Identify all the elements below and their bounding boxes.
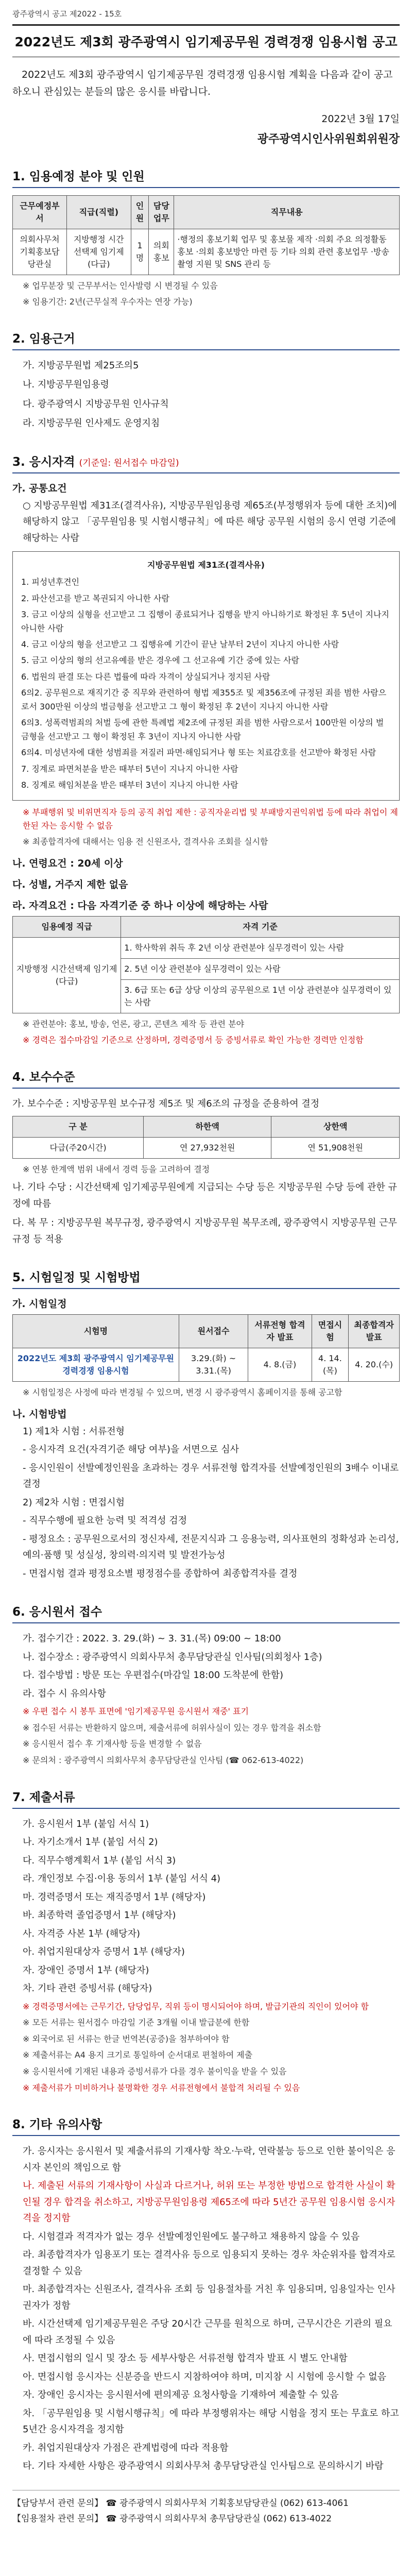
section-3-title (12, 452, 400, 473)
table-header: 면접시험 (312, 1315, 349, 1348)
list-item: 라. 최종합격자가 임용포기 또는 결격사유 등으로 임용되지 못하는 경우 차순위자를 합격자로 결정할 수 있음 (23, 2249, 396, 2277)
table-header: 하한액 (144, 1116, 271, 1138)
list-item: 나. 지방공무원임용령 (23, 379, 109, 391)
table-cell: 연 27,932천원 (144, 1138, 271, 1159)
table-header: 시험명 (13, 1315, 179, 1348)
document-number: 광주광역시 공고 제2022 - 15호 (12, 9, 122, 19)
list-item: 자. 장애인 응시자는 응시원서에 편의제공 요청사항을 기재하여 제출할 수 있음 (23, 2389, 339, 2401)
list-item: 마. 최종합격자는 신원조사, 결격사유 조회 등 임용절차를 거친 후 임용되며, 임용일자는 인사권자가 정함 (23, 2284, 396, 2311)
position-table (12, 195, 400, 275)
organization-name: 광주광역시인사위원회위원장 (257, 132, 400, 146)
table-cell: 3. 6급 또는 6급 상당 이상의 공무원으로 1년 이상 관련분야 실무경력이 있는 사람 (121, 979, 400, 1013)
list-item: 가. 응시원서 1부 (붙임 서식 1) (23, 1818, 149, 1829)
box-item: 6의3. 성폭력범죄의 처벌 등에 관한 특례법 제2조에 규정된 죄를 범한 사람으로서 100만원 이상의 벌금형을 선고받고 그 형이 확정된 후 3년이 지나지 아니한 사람 (21, 718, 384, 742)
section-1-title: 1. 임용예정 분야 및 인원 (12, 167, 400, 188)
table-header: 원서접수 (179, 1315, 248, 1348)
qualification-table (12, 916, 400, 1013)
box-item: 3. 금고 이상의 실형을 선고받고 그 집행이 종료되거나 집행을 받지 아니하기로 확정된 후 5년이 지나지 아니한 사람 (21, 609, 389, 633)
box-item: 2. 파산선고를 받고 복권되지 아니한 사람 (21, 593, 169, 603)
list-item: 사. 자격증 사본 1부 (해당자) (23, 1928, 140, 1939)
table-cell: 의회 홍보 (149, 229, 174, 275)
box-title: 지방공무원법 제31조(결격사유) (147, 560, 265, 570)
note: ※ 임용기간: 2년(근무실적 우수자는 연장 가능) (23, 297, 193, 307)
table-header: 상한액 (271, 1116, 400, 1138)
list-item: 2) 제2차 시험 : 면접시험 (23, 1497, 125, 1508)
list-item: 사. 면접시험의 일시 및 장소 등 세부사항은 서류전형 합격자 발표 시 별도 안내함 (23, 2353, 348, 2364)
list-item: 다. 광주광역시 지방공무원 인사규칙 (23, 398, 169, 410)
paragraph: ○ 지방공무원법 제31조(결격사유), 지방공무원임용령 제65조(부정행위자 등에 대한 조치)에 해당하지 않고 「공무원임용 및 시험시행규칙」에 따른 해당 공무원 시험의 응시 연령 기준에 해당하는 사람 (23, 500, 397, 544)
table-cell: 3.29.(화) ~ 3.31.(목) (179, 1348, 248, 1382)
list-item: - 응시자격 요건(자격기준 해당 여부)을 서면으로 심사 (23, 1444, 239, 1455)
table-header: 직무내용 (174, 195, 400, 229)
list-item: 자. 장애인 증명서 1부 (해당자) (23, 1964, 149, 1976)
table-cell: 1명 (131, 229, 149, 275)
table-cell: 연 51,908천원 (271, 1138, 400, 1159)
list-item: 라. 개인정보 수집·이용 동의서 1부 (붙임 서식 4) (23, 1873, 221, 1885)
table-header: 자격 기준 (121, 916, 400, 937)
section-7-title: 7. 제출서류 (12, 1788, 400, 1809)
table-header: 서류전형 합격자 발표 (248, 1315, 312, 1348)
note: ※ 응시원서 접수 후 기재사항 등을 변경할 수 없음 (23, 1739, 202, 1749)
subheading: 가. 시험일정 (12, 1298, 67, 1310)
list-item: 아. 취업지원대상자 증명서 1부 (해당자) (23, 1946, 185, 1958)
subheading: 나. 연령요건 : 20세 이상 (12, 857, 123, 869)
table-header: 인원 (131, 195, 149, 229)
note: ※ 제출서류는 A4 용지 크기로 통일하여 순서대로 편철하여 제출 (23, 2050, 253, 2060)
list-item: 마. 경력증명서 또는 재직증명서 1부 (해당자) (23, 1891, 206, 1903)
table-row (13, 937, 400, 958)
table-header: 최종합격자 발표 (349, 1315, 400, 1348)
list-item: 가. 접수기간 : 2022. 3. 29.(화) ~ 3. 31.(목) 09:00 ~ 18:00 (23, 1633, 281, 1645)
table-row (13, 1348, 400, 1382)
table-header: 담당업무 (149, 195, 174, 229)
subheading: 나. 시험방법 (12, 1408, 67, 1420)
box-item: 6의2. 공무원으로 재직기간 중 직무와 관련하여 형법 제355조 및 제356조에 규정된 죄를 범한 사람으로서 300만원 이상의 벌금형을 선고받고 그 형이 확정된 후 2년이 지나지 아니한 사람 (21, 687, 387, 711)
section-3-note: (기준일: 원서접수 마감일) (79, 457, 179, 468)
note: ※ 모든 서류는 원서접수 마감일 기준 3개월 이내 발급분에 한함 (23, 2018, 250, 2028)
list-item: 라. 지방공무원 인사제도 운영지침 (23, 418, 160, 429)
subheading: 라. 자격요건 : 다음 자격기준 중 하나 이상에 해당하는 사람 (12, 900, 268, 911)
note: ※ 외국어로 된 서류는 한글 번역본(공증)을 첨부하여야 함 (23, 2033, 230, 2044)
list-item: 다. 직무수행계획서 1부 (붙임 서식 3) (23, 1855, 176, 1866)
list-item: 카. 취업지원대상자 가점은 관계법령에 따라 적용함 (23, 2442, 229, 2453)
subheading: 가. 공통요건 (12, 482, 67, 494)
note: ※ 시험일정은 사정에 따라 변경될 수 있으며, 변경 시 광주광역시 홈페이지를 통해 공고함 (23, 1387, 342, 1398)
table-cell: 의회사무처 기획홍보담당관실 (13, 229, 67, 275)
disqualification-box (12, 551, 400, 801)
list-item: 아. 면접시험 응시자는 신분증을 반드시 지참하여야 하며, 미지참 시 시험에 응시할 수 없음 (23, 2371, 387, 2382)
table-cell: 지방행정 시간선택제 임기제 (다급) (66, 229, 131, 275)
subheading: 다. 성별, 거주지 제한 없음 (12, 878, 128, 890)
note: ※ 연봉 한계액 범위 내에서 경력 등을 고려하여 결정 (23, 1164, 210, 1175)
note: ※ 부패행위 및 비위면직자 등의 공직 취업 제한 : 공직자윤리법 및 부패방지권익위법 등에 따라 취업이 제한된 자는 응시할 수 없음 (23, 807, 398, 831)
intro-text: 2022년도 제3회 광주광역시 임기제공무원 경력경쟁 임용시험 계획을 다음과 같이 공고하오니 관심있는 분들의 많은 응시를 바랍니다. (12, 69, 393, 98)
section-4-title: 4. 보수수준 (12, 1067, 400, 1089)
list-item: 차. 「공무원임용 및 시험시행규칙」에 따라 부정행위자는 해당 시험을 정지 또는 무효로 하고 5년간 응시자격을 정지함 (23, 2408, 399, 2435)
schedule-table (12, 1314, 400, 1382)
note: ※ 응시원서에 기재된 내용과 증빙서류가 다를 경우 불이익을 받을 수 있음 (23, 2066, 287, 2076)
list-item: - 면접시험 결과 평정요소별 평정점수를 종합하여 최종합격자를 결정 (23, 1568, 298, 1579)
box-item: 6의4. 미성년자에 대한 성범죄를 저질러 파면·해임되거나 형 또는 치료감호를 선고받아 확정된 사람 (21, 748, 376, 758)
box-item: 8. 징계로 해임처분을 받은 때부터 3년이 지나지 아니한 사람 (21, 779, 238, 790)
footer-contacts (12, 2490, 400, 2527)
list-item: 나. 자기소개서 1부 (붙임 서식 2) (23, 1837, 158, 1848)
list-item: 다. 시험결과 적격자가 없는 경우 선발예정인원에도 불구하고 채용하지 않을 수 있음 (23, 2231, 360, 2242)
list-item: - 평정요소 : 공무원으로서의 정신자세, 전문지식과 그 응용능력, 의사표현의 정확성과 논리성, 예의·품행 및 성실성, 창의력·의지력 및 발전가능성 (23, 1533, 399, 1561)
table-row (13, 1138, 400, 1159)
section-8-title: 8. 기타 유의사항 (12, 2115, 400, 2136)
table-cell: 2022년도 제3회 광주광역시 임기제공무원 경력경쟁 임용시험 (13, 1348, 179, 1382)
paragraph: 나. 기타 수당 : 시간선택제 임기제공무원에게 지급되는 수당 등은 지방공무원 수당 등에 관한 규정에 따름 (12, 1182, 397, 1209)
list-item: - 직무수행에 필요한 능력 및 적격성 검정 (23, 1515, 187, 1527)
list-item: 타. 기타 자세한 사항은 광주광역시 의회사무처 총무담당관실 인사팀으로 문의하시기 바람 (23, 2461, 384, 2472)
table-cell: 2. 5년 이상 관련분야 실무경력이 있는 사람 (121, 958, 400, 979)
table-header: 근무예정부서 (13, 195, 67, 229)
contact-note: ※ 문의처 : 광주광역시 의회사무처 총무담당관실 인사팀 (☎ 062-613-4022) (23, 1755, 304, 1765)
paragraph: 다. 복 무 : 지방공무원 복무규정, 광주광역시 지방공무원 복무조례, 광주광역시 지방공무원 근무규정 등 적용 (12, 1217, 397, 1245)
section-5-title: 5. 시험일정 및 시험방법 (12, 1268, 400, 1289)
box-item: 7. 징계로 파면처분을 받은 때부터 5년이 지나지 아니한 사람 (21, 764, 238, 774)
page-title: 2022년도 제3회 광주광역시 임기제공무원 경력경쟁 임용시험 공고 (12, 24, 400, 57)
list-item: 나. 제출된 서류의 기재사항이 사실과 다르거나, 허위 또는 부정한 방법으로 합격한 사실이 확인될 경우 합격을 취소하고, 지방공무원임용령 제65조에 따라 5년간 공무원 임용시험 응시자격을 정지함 (23, 2180, 396, 2224)
table-cell: 4. 20.(수) (349, 1348, 400, 1382)
list-item: 나. 접수장소 : 광주광역시 의회사무처 총무담당관실 인사팀(의회청사 1층) (23, 1651, 322, 1663)
table-cell: 다급(주20시간) (13, 1138, 144, 1159)
table-header: 구 분 (13, 1116, 144, 1138)
note: ※ 경력증명서에는 근무기간, 담당업무, 직위 등이 명시되어야 하며, 발급기관의 직인이 있어야 함 (23, 2001, 369, 2011)
list-item: 1) 제1차 시험 : 서류전형 (23, 1426, 125, 1437)
table-header: 직급(직렬) (66, 195, 131, 229)
list-item: 가. 지방공무원법 제25조의5 (23, 360, 139, 371)
list-item: - 응시인원이 선발예정인원을 초과하는 경우 서류전형 합격자를 선발예정인원의 3배수 이내로 결정 (23, 1462, 399, 1490)
box-item: 1. 피성년후견인 (21, 577, 80, 587)
salary-table (12, 1116, 400, 1159)
list-item: 라. 접수 시 유의사항 (23, 1688, 106, 1699)
note: ※ 경력은 접수마감일 기준으로 산정하며, 경력증명서 등 증빙서류로 확인 가능한 경력만 인정함 (23, 1035, 364, 1045)
list-item: 다. 접수방법 : 방문 또는 우편접수(마감일 18:00 도착분에 한함) (23, 1670, 284, 1681)
note: ※ 제출서류가 미비하거나 불명확한 경우 서류전형에서 불합격 처리될 수 있음 (23, 2082, 300, 2093)
box-item: 6. 법원의 판결 또는 다른 법률에 따라 자격이 상실되거나 정지된 사람 (21, 671, 270, 682)
table-cell: 4. 14.(목) (312, 1348, 349, 1382)
note: ※ 최종합격자에 대해서는 임용 전 신원조사, 결격사유 조회를 실시함 (23, 837, 268, 847)
list-item: 바. 최종학력 졸업증명서 1부 (해당자) (23, 1910, 176, 1921)
table-cell: 지방행정 시간선택제 임기제 (다급) (13, 937, 121, 1013)
section-3-label: 3. 응시자격 (12, 455, 75, 469)
list-item: 차. 기타 관련 증빙서류 (해당자) (23, 1983, 152, 1994)
table-row (13, 229, 400, 275)
section-2-title: 2. 임용근거 (12, 329, 400, 350)
list-item: 바. 시간선택제 임기제공무원은 주당 20시간 근무를 원칙으로 하며, 근무시간은 기관의 필요에 따라 조정될 수 있음 (23, 2318, 392, 2346)
announcement-date: 2022년 3월 17일 (321, 113, 400, 125)
list-item: 가. 응시자는 응시원서 및 제출서류의 기재사항 착오·누락, 연락불능 등으로 인한 불이익은 응시자 본인의 책임으로 함 (23, 2146, 396, 2173)
note: ※ 관련분야: 홍보, 방송, 언론, 광고, 콘텐츠 제작 등 관련 분야 (23, 1019, 245, 1029)
box-item: 4. 금고 이상의 형을 선고받고 그 집행유예 기간이 끝난 날부터 2년이 지나지 아니한 사람 (21, 639, 339, 650)
note: ※ 접수된 서류는 반환하지 않으며, 제출서류에 허위사실이 있는 경우 합격을 취소함 (23, 1722, 321, 1733)
paragraph: 가. 보수수준 : 지방공무원 보수규정 제5조 및 제6조의 규정을 준용하여 결정 (12, 1098, 320, 1109)
box-item: 5. 금고 이상의 형의 선고유예를 받은 경우에 그 선고유예 기간 중에 있는 사람 (21, 655, 299, 666)
contact-line: 【담당부서 관련 문의】 ☎ 광주광역시 의회사무처 기획홍보담당관실 (062) 613-4061 (12, 2498, 349, 2509)
table-cell: 4. 8.(금) (248, 1348, 312, 1382)
table-header: 임용예정 직급 (13, 916, 121, 937)
note: ※ 업무분장 및 근무부서는 인사발령 시 변경될 수 있음 (23, 280, 218, 291)
contact-line: 【임용절차 관련 문의】 ☎ 광주광역시 의회사무처 총무담당관실 (062) 613-4022 (12, 2514, 332, 2524)
table-cell: 1. 학사학위 취득 후 2년 이상 관련분야 실무경력이 있는 사람 (121, 937, 400, 958)
table-cell: ·행정의 홍보기획 업무 및 홍보물 제작 ·의회 주요 의정활동 홍보 ·의회 홍보방안 마련 등 기타 의회 관련 홍보업무 ·방송 촬영 지원 및 SNS 관리 등 (174, 229, 400, 275)
section-6-title: 6. 응시원서 접수 (12, 1602, 400, 1623)
note: ※ 우편 접수 시 봉투 표면에 '임기제공무원 응시원서 재중' 표기 (23, 1706, 249, 1717)
